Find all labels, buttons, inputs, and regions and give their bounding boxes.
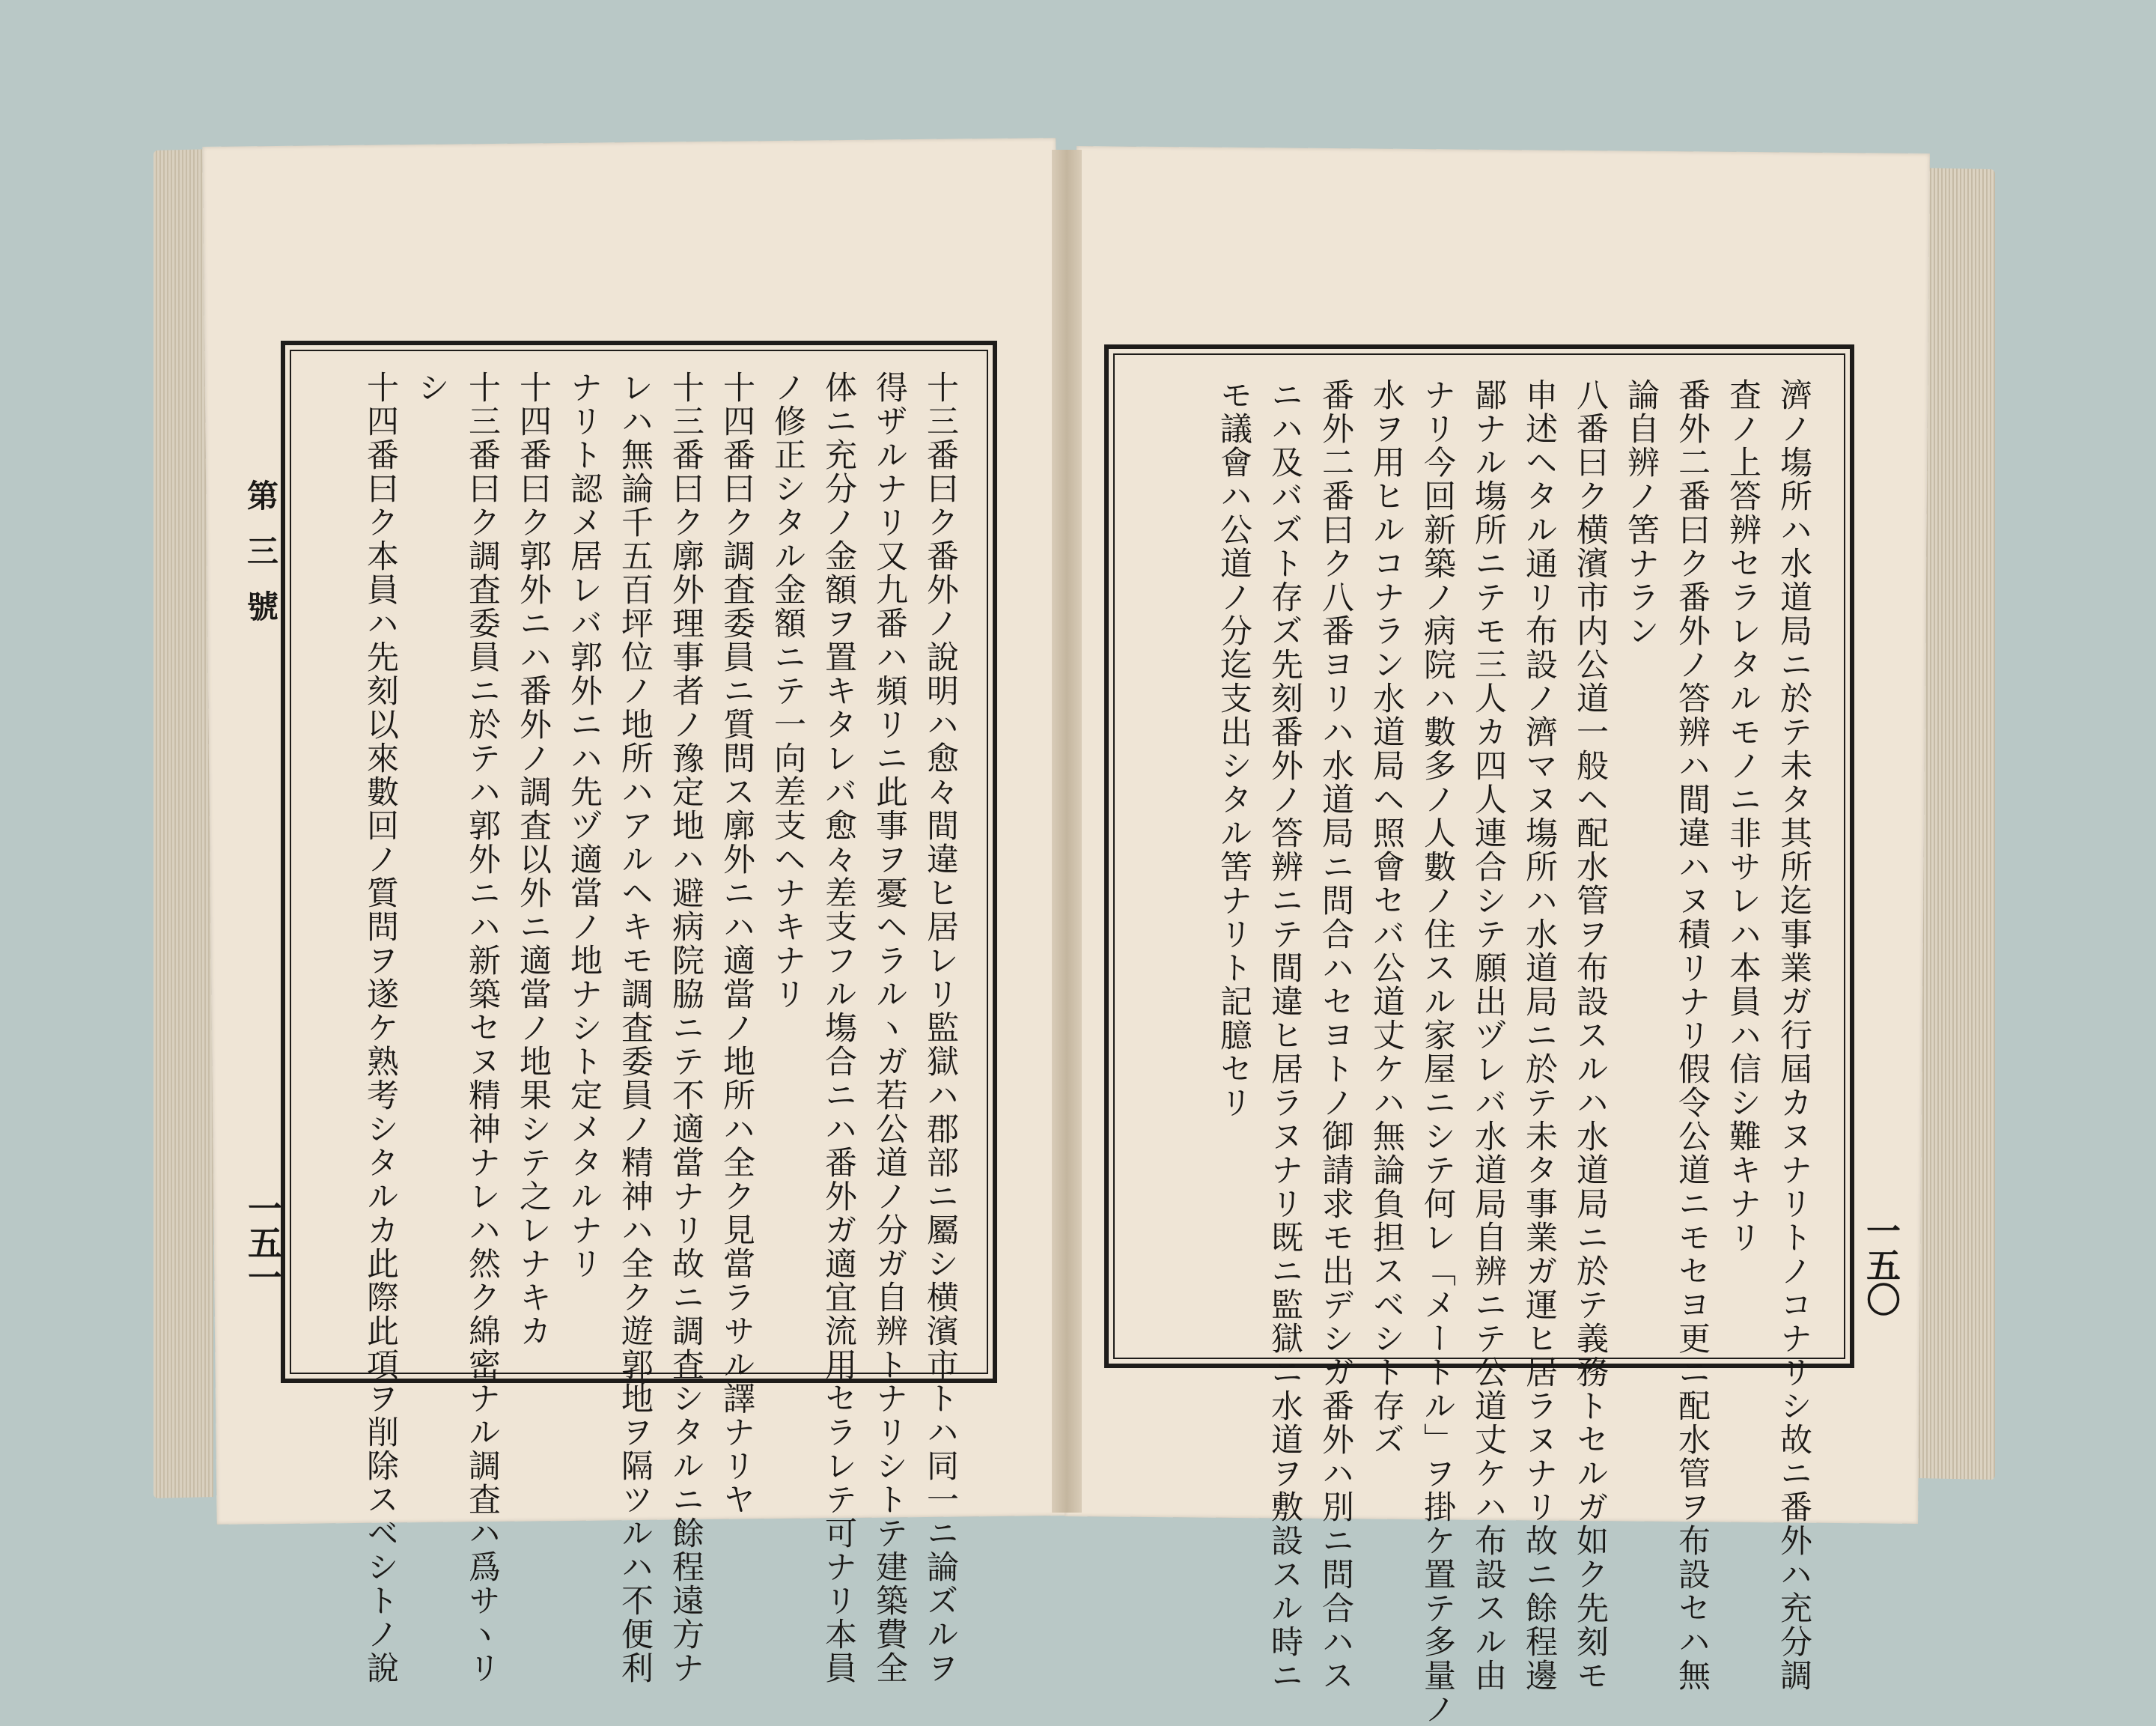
text-column: シ (412, 371, 450, 404)
text-column: 十四番曰ク調査委員ニ質問ス廓外ニハ適當ノ地所ハ全ク見當ラサル譯ナリヤ (718, 371, 755, 1516)
text-column: 十四番曰ク本員ハ先刻以來數回ノ質問ヲ遂ケ熟考シタルカ此際此項ヲ削除スベシトノ說 (362, 371, 399, 1685)
text-column: 八番曰ク横濱市内公道一般ヘ配水管ヲ布設スルハ水道局ニ於テ義務トセルガ如ク先刻モ (1571, 378, 1609, 1692)
text-column: 査ノ上答辨セラレタルモノニ非サレハ本員ハ信シ難キナリ (1724, 378, 1761, 1254)
text-column: モ議會ハ公道ノ分迄支出シタル筈ナリト記臆セリ (1215, 378, 1252, 1119)
text-column: ナリ今回新築ノ病院ハ數多ノ人數ノ住スル家屋ニシテ何レ「メートル」ヲ掛ケ置テ多量ノ (1419, 378, 1456, 1726)
text-column: ニハ及バズト存ズ先刻番外ノ答辨ニテ間違ヒ居ラヌナリ既ニ監獄ニ水道ヲ敷設スル時ニ (1266, 378, 1303, 1692)
running-head: 第三號 (243, 479, 279, 645)
text-column: 十三番曰ク廓外理事者ノ豫定地ハ避病院脇ニテ不適當ナリ故ニ調査シタルニ餘程遠方ナ (667, 371, 704, 1685)
text-column: 得ザルナリ又九番ハ頻リニ此事ヲ憂ヘラルヽガ若公道ノ分ガ自辨トナリシトテ建築費全 (871, 371, 908, 1685)
left-page-text (314, 371, 966, 1685)
text-column: 番外二番曰ク番外ノ答辨ハ間違ハヌ積リナリ假令公道ニモセヨ更ニ配水管ヲ布設セハ無 (1673, 378, 1711, 1692)
book-gutter (1052, 150, 1082, 1513)
left-page-number: 一五一 (243, 1191, 283, 1294)
text-column: 濟ノ塲所ハ水道局ニ於テ未タ其所迄事業ガ行屆カヌナリトノコナリシ故ニ番外ハ充分調 (1775, 378, 1812, 1692)
text-column: 十三番曰ク番外ノ說明ハ愈々間違ヒ居レリ監獄ハ郡部ニ屬シ横濱市トハ同一ニ論ズルヲ (922, 371, 959, 1685)
text-column: レハ無論千五百坪位ノ地所ハアルヘキモ調査委員ノ精神ハ全ク遊郭地ヲ隔ツルハ不便利 (616, 371, 654, 1685)
text-column: 十四番曰ク郭外ニハ番外ノ調査以外ニ適當ノ地果シテ之レナキカ (514, 371, 552, 1348)
text-column: ノ修正シタル金額ニテ一向差支ヘナキナリ (769, 371, 806, 1011)
text-column: 十三番曰ク調査委員ニ於テハ郭外ニハ新築セヌ精神ナレハ然ク綿密ナル調査ハ爲サヽリ (463, 371, 501, 1685)
text-column: ナリト認メ居レバ郭外ニハ先ヅ適當ノ地ナシト定メタルナリ (565, 371, 603, 1280)
text-column: 論自辨ノ筈ナラン (1622, 378, 1660, 648)
text-column: 体ニ充分ノ金額ヲ置キタレバ愈々差支フル塲合ニハ番外ガ適宜流用セラレテ可ナリ本員 (820, 371, 857, 1685)
text-column: 水ヲ用ヒルコナラン水道局ヘ照會セバ公道丈ケハ無論負担スベシト存ズ (1368, 378, 1405, 1456)
text-column: 申述ヘタル通リ布設ノ濟マヌ塲所ハ水道局ニ於テ未タ事業ガ運ヒ居ラヌナリ故ニ餘程邊 (1520, 378, 1558, 1692)
text-column: 番外二番曰ク八番ヨリハ水道局ニ問合ハセヨトノ御請求モ出デシガ番外ハ別ニ問合ハス (1317, 378, 1354, 1692)
text-column: 鄙ナル塲所ニテモ三人カ四人連合シテ願出ヅレバ水道局自辨ニテ公道丈ケハ布設スル由 (1470, 378, 1507, 1692)
right-page-text (1138, 378, 1819, 1726)
right-page-number: 一五〇 (1861, 1213, 1901, 1316)
